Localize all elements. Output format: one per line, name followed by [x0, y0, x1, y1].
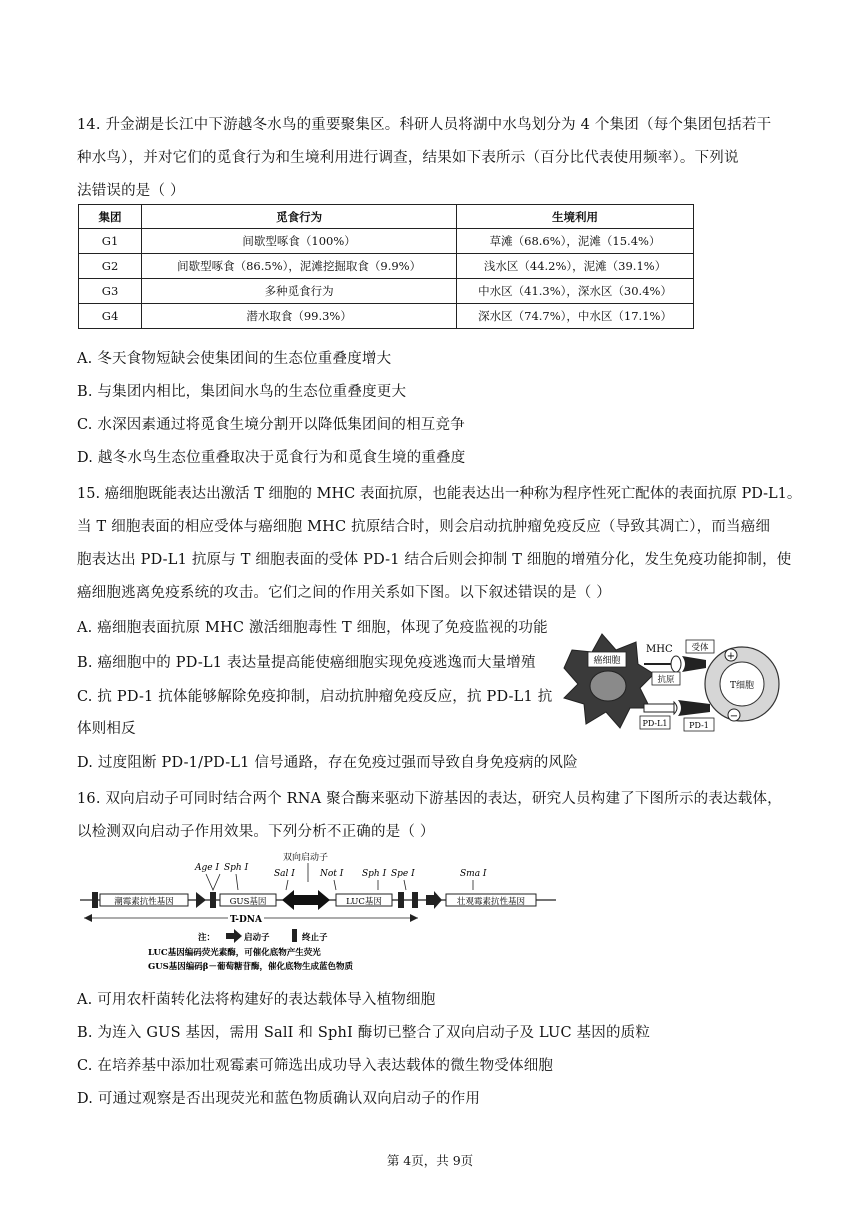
table-cell: 浅水区（44.2%），泥滩（39.1%） — [457, 254, 694, 279]
table-cell: 深水区（74.7%），中水区（17.1%） — [457, 304, 694, 329]
gus-gene-label: GUS基因 — [229, 897, 267, 907]
legend-luc-note: LUC基因编码荧光素酶，可催化底物产生荧光 — [148, 948, 321, 958]
plus-sign: + — [726, 651, 736, 662]
hyg-gene-label: 潮霉素抗性基因 — [114, 897, 174, 907]
q14-option-a: A. 冬天食物短缺会使集团间的生态位重叠度增大 — [77, 351, 392, 367]
table-header-row — [79, 205, 694, 229]
luc-gene-label: LUC基因 — [346, 897, 382, 907]
table-cell: G1 — [79, 229, 142, 254]
site-sal-label: Sal Ⅰ — [274, 869, 295, 879]
mhc-antigen-shape — [671, 656, 681, 672]
table-cell: 多种觅食行为 — [142, 279, 457, 304]
minus-sign: − — [729, 711, 739, 722]
table-cell: 草滩（68.6%），泥滩（15.4%） — [457, 229, 694, 254]
q15-stem-line-3: 胞表达出 PD-L1 抗原与 T 细胞表面的受体 PD-1 结合后则会抑制 T 细胞的增殖分化，发生免疫功能抑制，使 — [77, 552, 792, 568]
legend-terminator-icon — [292, 929, 297, 942]
legend-note: 注： — [198, 933, 216, 943]
q15-option-c-cont: 体则相反 — [77, 721, 136, 737]
site-sma-label: Sma Ⅰ — [460, 869, 487, 879]
q16-option-d: D. 可通过观察是否出现荧光和蓝色物质确认双向启动子的作用 — [77, 1091, 481, 1107]
legend-gus-note: GUS基因编码β－葡萄糖苷酶，催化底物生成蓝色物质 — [148, 962, 353, 972]
legend-promoter-icon — [226, 929, 242, 943]
table-header: 觅食行为 — [142, 205, 457, 229]
table-cell: 潜水取食（99.3%） — [142, 304, 457, 329]
q14-option-c: C. 水深因素通过将觅食生境分割开以降低集团间的相互竞争 — [77, 417, 465, 433]
q14-stem-line-1: 14. 升金湖是长江中下游越冬水鸟的重要聚集区。科研人员将湖中水鸟划分为 4 个集团（每个集团包括若干 — [77, 117, 772, 133]
site-age-label: Age Ⅰ — [195, 863, 220, 873]
table-cell: G4 — [79, 304, 142, 329]
table-row — [79, 304, 694, 329]
pdl1-shape — [674, 702, 677, 714]
pd1-shape — [678, 700, 710, 716]
site-sph2-label: Sph Ⅰ — [362, 869, 387, 879]
page-footer: 第 4页，共 9页 — [386, 1153, 474, 1168]
receptor-label: 受体 — [691, 643, 709, 653]
q16-figure — [78, 848, 568, 976]
q16-option-b: B. 为连入 GUS 基因，需用 SalI 和 SphI 酶切已整合了双向启动子及 LUC 基因的质粒 — [77, 1025, 651, 1041]
legend-terminator-label: 终止子 — [302, 933, 328, 943]
kan-gene-label: 壮观霉素抗性基因 — [456, 897, 526, 907]
cancer-cell-nucleus — [590, 671, 626, 701]
site-not-label: Not Ⅰ — [320, 869, 344, 879]
promoter-arrow-icon — [196, 892, 206, 908]
table-header: 生境利用 — [457, 205, 694, 229]
receptor-shape — [682, 656, 706, 672]
q16-stem-line-1: 16. 双向启动子可同时结合两个 RNA 聚合酶来驱动下游基因的表达，研究人员构建了下图所示的表达载体， — [77, 791, 782, 807]
q14-table — [78, 204, 694, 329]
q15-stem-line-4: 癌细胞逃离免疫系统的攻击。它们之间的作用关系如下图。以下叙述错误的是（ ） — [77, 585, 612, 601]
q15-option-c: C. 抗 PD-1 抗体能够解除免疫抑制，启动抗肿瘤免疫反应，抗 PD-L1 抗 — [77, 689, 553, 705]
q16-option-c: C. 在培养基中添加壮观霉素可筛选出成功导入表达载体的微生物受体细胞 — [77, 1058, 554, 1074]
q15-figure — [560, 628, 782, 736]
q15-stem-line-1: 15. 癌细胞既能表达出激活 T 细胞的 MHC 表面抗原，也能表达出一种称为程序性死亡配体的表面抗原 PD-L1。 — [77, 486, 802, 502]
site-spe-label: Spe Ⅰ — [391, 869, 415, 879]
pdl1-label: PD-L1 — [642, 719, 668, 728]
table-row — [79, 279, 694, 304]
q15-option-b: B. 癌细胞中的 PD-L1 表达量提高能使癌细胞实现免疫逃逸而大量增殖 — [77, 655, 536, 671]
table-cell: G2 — [79, 254, 142, 279]
table-cell: G3 — [79, 279, 142, 304]
q15-option-a: A. 癌细胞表面抗原 MHC 激活细胞毒性 T 细胞，体现了免疫监视的功能 — [77, 620, 548, 636]
q15-stem-line-2: 当 T 细胞表面的相应受体与癌细胞 MHC 抗原结合时，则会启动抗肿瘤免疫反应（导致其凋亡），而当癌细 — [77, 519, 771, 535]
q15-option-d: D. 过度阻断 PD-1/PD-L1 信号通路，存在免疫过强而导致自身免疫病的风险 — [77, 755, 578, 771]
q14-option-b: B. 与集团内相比，集团间水鸟的生态位重叠度更大 — [77, 384, 407, 400]
site-sph-label: Sph Ⅰ — [224, 863, 249, 873]
cancer-cell-label: 癌细胞 — [593, 656, 621, 666]
mhc-label: MHC — [646, 644, 673, 655]
table-cell: 间歇型啄食（100%） — [142, 229, 457, 254]
antigen-label: 抗原 — [657, 675, 675, 685]
q14-stem-line-2: 种水鸟），并对它们的觅食行为和生境利用进行调查，结果如下表所示（百分比代表使用频率）。下列说 — [77, 150, 739, 166]
table-cell: 中水区（41.3%），深水区（30.4%） — [457, 279, 694, 304]
t-cell-label: T细胞 — [729, 681, 755, 691]
table-row — [79, 254, 694, 279]
pd1-label: PD-1 — [689, 721, 709, 730]
legend-promoter-label: 启动子 — [244, 933, 270, 943]
table-cell: 间歇型啄食（86.5%），泥滩挖掘取食（9.9%） — [142, 254, 457, 279]
table-row — [79, 229, 694, 254]
q16-option-a: A. 可用农杆菌转化法将构建好的表达载体导入植物细胞 — [77, 992, 436, 1008]
q16-stem-line-2: 以检测双向启动子作用效果。下列分析不正确的是（ ） — [77, 824, 435, 840]
q14-stem-line-3: 法错误的是（ ） — [77, 183, 185, 199]
bidirectional-promoter-label: 双向启动子 — [283, 853, 329, 863]
tdna-label: T-DNA — [230, 915, 262, 925]
table-header: 集团 — [79, 205, 142, 229]
bidirectional-promoter-icon — [282, 890, 330, 910]
q14-option-d: D. 越冬水鸟生态位重叠取决于觅食行为和觅食生境的重叠度 — [77, 450, 466, 466]
